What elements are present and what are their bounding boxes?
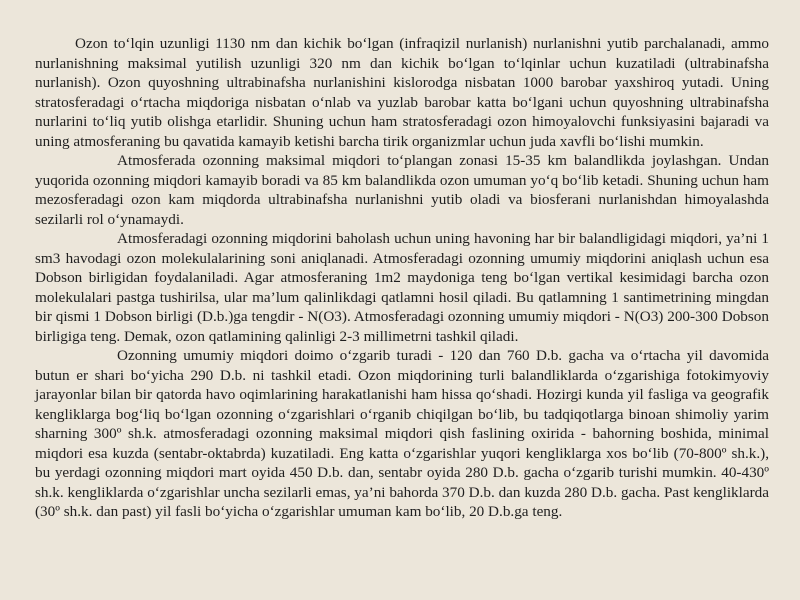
paragraph-ozone-altitude: Atmosferada ozonning maksimal miqdori to‘plangan zonasi 15-35 km balandlikda joylashgan. Undan yuqorida ozonning miqdori kamayib boradi va 85 km balandlikda ozon umuman yo‘q bo‘lib ketadi. Shuning uchun ham mezosferadagi ozon kam miqdorda ultrabinafsha nurlanishni yutib oladi va biosferani nurlanishdan himoyalashda sezilarli rol o‘ynamaydi. — [35, 152, 769, 228]
paragraph-ozone-variation: Ozonning umumiy miqdori doimo o‘zgarib turadi - 120 dan 760 D.b. gacha va o‘rtacha yil davomida butun er shari bo‘yicha 290 D.b. ni tashkil etadi. Ozon miqdorining turli balandliklarda o‘zgarishiga fotokimyoviy jarayonlar bilan bir qatorda havo oqimlarining harakatlanishi ham hissa qo‘shadi. Hozirgi kunda yil fasliga va geografik kengliklarga bog‘liq bo‘lgan ozonning o‘zgarishlari o‘rganib chiqilgan bo‘lib, bu tadqiqotlarga binoan shimoliy yarim sharning 300º sh.k. atmosferadagi ozonning maksimal miqdori qish faslining oxirida - bahorning boshida, minimal miqdori esa kuzda (sentabr-oktabrda) kuzatiladi. Eng katta o‘zgarishlar yuqori kengliklarga xos bo‘lib (70-800º sh.k.), bu yerdagi ozonning miqdori mart oyida 450 D.b. dan, sentabr oyida 280 D.b. gacha o‘zgarib turishi mumkin. 40-430º sh.k. kengliklarda o‘zgarishlar uncha sezilarli emas, ya’ni bahorda 370 D.b. dan kuzda 280 D.b. gacha. Past kengliklarda (30º sh.k. dan past) yil fasli bo‘yicha o‘zgarishlar umuman kam bo‘lib, 20 D.b.ga teng. — [35, 347, 769, 520]
paragraph-dobson-unit: Atmosferadagi ozonning miqdorini baholash uchun uning havoning har bir balandligidagi miqdori, ya’ni 1 sm3 havodagi ozon molekulalarining soni aniqlanadi. Atmosferadagi ozonning umumiy miqdorini aniqlash uchun esa Dobson birligidan foydalaniladi. Agar atmosferaning 1m2 maydoniga teng bo‘lgan vertikal kesimidagi barcha ozon molekulalari pastga tushirilsa, ular ma’lum qalinlikdagi qatlamni hosil qiladi. Bu qatlamning 1 santimetrining mingdan bir qismi 1 Dobson birligi (D.b.)ga tengdir - N(O3). Atmosferadagi ozonning umumiy miqdori - N(O3) 200-300 Dobson birligiga teng. Demak, ozon qatlamining qalinligi 2-3 millimetrni tashkil qiladi. — [35, 230, 769, 345]
paragraph-ozone-absorption: Ozon to‘lqin uzunligi 1130 nm dan kichik bo‘lgan (infraqizil nurlanish) nurlanishni yutib parchalanadi, ammo nurlanishning maksimal yutilish uzunligi 320 nm dan kichik bo‘lgan to‘lqinlar uchun kuzatiladi (ultrabinafsha nurlanish). Ozon quyoshning ultrabinafsha nurlanishini kislorodga nisbatan 1000 barobar yaxshiroq yutadi. Uning stratosferadagi o‘rtacha miqdoriga nisbatan o‘nlab va yuzlab barobar katta bo‘lgani uchun quyoshning ultrabinafsha nurlarini to‘liq yutib olishga etarlidir. Shuning uchun ham stratosferadagi ozon himoyalovchi funksiyasini bajaradi va uning atmosferaning bu qavatida kamayib ketishi barcha tirik organizmlar uchun juda xavfli bo‘lishi mumkin. — [35, 35, 769, 150]
